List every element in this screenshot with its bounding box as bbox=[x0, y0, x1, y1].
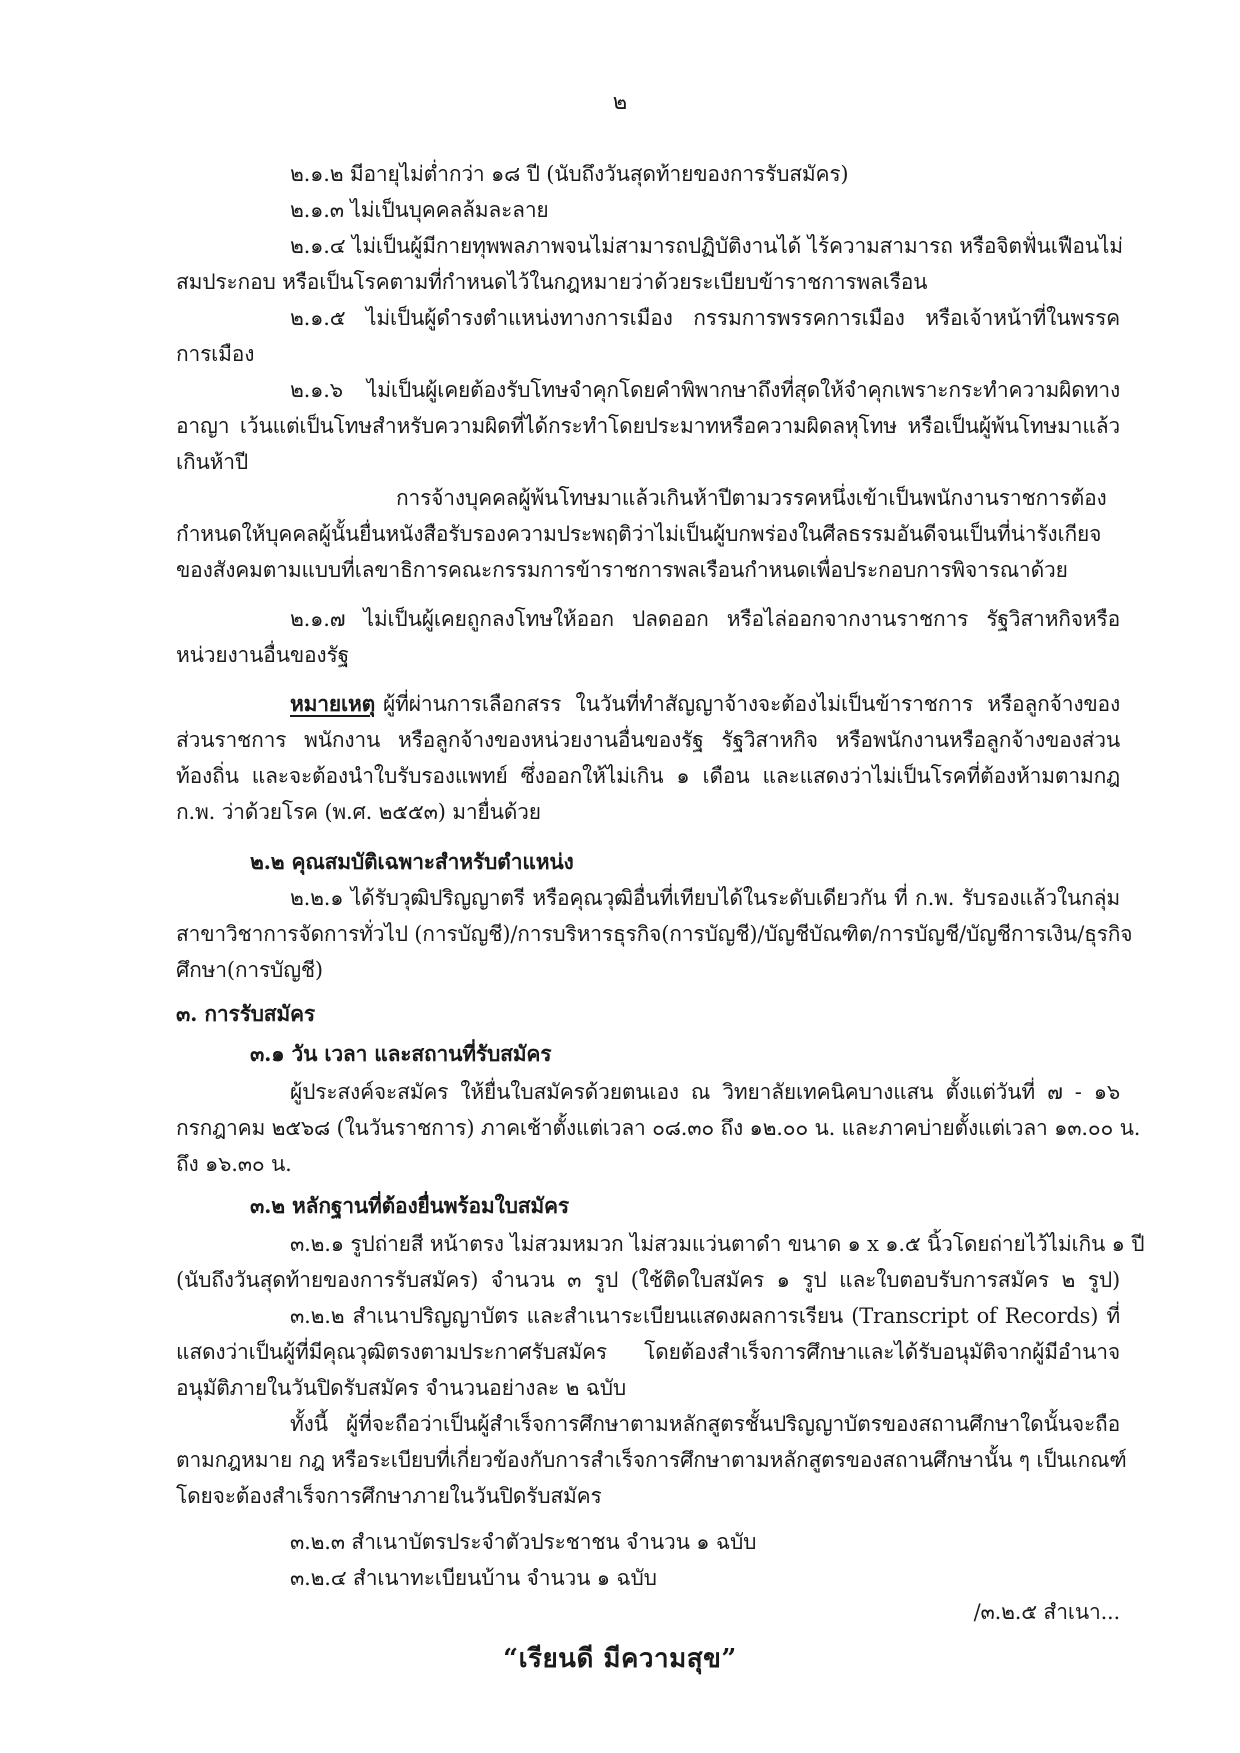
item-3-2-2-note-cont: ตามกฎหมาย กฎ หรือระเบียบที่เกี่ยวข้องกับการสำเร็จการศึกษาตามหลักสูตรของสถานศึกษานั้น ๆ เป็นเกณฑ์ bbox=[176, 1448, 1127, 1472]
section-2-2-heading: ๒.๒ คุณสมบัติเฉพาะสำหรับตำแหน่ง bbox=[250, 849, 574, 874]
item-3-2-2: ๓.๒.๒ สำเนาปริญญาบัตร และสำเนาระเบียนแสดงผลการเรียน (Transcript of Records) ที่ bbox=[290, 1304, 1120, 1328]
item-2-2-1-cont2: ศึกษา(การบัญชี) bbox=[176, 958, 323, 982]
item-3-2-1: ๓.๒.๑ รูปถ่ายสี หน้าตรง ไม่สวมหมวก ไม่สวมแว่นตาดำ ขนาด ๑ x ๑.๕ นิ้วโดยถ่ายไว้ไม่เกิน ๑ ปี bbox=[290, 1232, 1145, 1256]
section-3-1-heading: ๓.๑ วัน เวลา และสถานที่รับสมัคร bbox=[250, 1041, 552, 1066]
item-3-2-4: ๓.๒.๔ สำเนาทะเบียนบ้าน จำนวน ๑ ฉบับ bbox=[290, 1566, 657, 1590]
section-3-2-heading: ๓.๒ หลักฐานที่ต้องยื่นพร้อมใบสมัคร bbox=[250, 1193, 569, 1218]
item-2-1-6-paragraph: การจ้างบุคคลผู้พ้นโทษมาแล้วเกินห้าปีตามวรรคหนึ่งเข้าเป็นพนักงานราชการต้อง bbox=[396, 486, 1107, 510]
section-3-heading: ๓. การรับสมัคร bbox=[176, 1001, 315, 1026]
item-3-2-1-cont: (นับถึงวันสุดท้ายของการรับสมัคร) จำนวน ๓ รูป (ใช้ติดใบสมัคร ๑ รูป และใบตอบรับการสมัคร ๒ รูป) bbox=[176, 1268, 1120, 1292]
note-label: หมายเหตุ bbox=[290, 691, 376, 716]
item-2-1-6-paragraph-cont: กำหนดให้บุคคลผู้นั้นยื่นหนังสือรับรองความประพฤติว่าไม่เป็นผู้บกพร่องในศีลธรรมอันดีจนเป็นที่น่ารังเกียจ bbox=[176, 522, 1102, 546]
item-3-2-2-note-cont2: โดยจะต้องสำเร็จการศึกษาภายในวันปิดรับสมัคร bbox=[176, 1484, 602, 1508]
continuation-marker: /๓.๒.๕ สำเนา... bbox=[973, 1600, 1120, 1624]
note-cont-1: ส่วนราชการ พนักงาน หรือลูกจ้างของหน่วยงานอื่นของรัฐ รัฐวิสาหกิจ หรือพนักงานหรือลูกจ้างของส่วน bbox=[176, 728, 1120, 752]
section-3-1-text-cont: กรกฎาคม ๒๕๖๘ (ในวันราชการ) ภาคเช้าตั้งแต่เวลา ๐๘.๓๐ ถึง ๑๒.๐๐ น. และภาคบ่ายตั้งแต่เวลา ๑๓.๐๐ น. bbox=[176, 1116, 1141, 1140]
page-number: ๒ bbox=[612, 90, 628, 115]
item-2-1-3: ๒.๑.๓ ไม่เป็นบุคคลล้มละลาย bbox=[290, 198, 549, 222]
note-line bbox=[290, 690, 1120, 718]
item-2-1-2: ๒.๑.๒ มีอายุไม่ต่ำกว่า ๑๘ ปี (นับถึงวันสุดท้ายของการรับสมัคร) bbox=[290, 162, 849, 186]
item-2-1-7-cont: หน่วยงานอื่นของรัฐ bbox=[176, 643, 349, 667]
note-cont-2: ท้องถิ่น และจะต้องนำใบรับรองแพทย์ ซึ่งออกให้ไม่เกิน ๑ เดือน และแสดงว่าไม่เป็นโรคที่ต้องห้ามตามกฎ bbox=[176, 764, 1120, 788]
item-2-1-4-cont: สมประกอบ หรือเป็นโรคตามที่กำหนดไว้ในกฎหมายว่าด้วยระเบียบข้าราชการพลเรือน bbox=[176, 270, 928, 294]
item-2-1-6-cont2: เกินห้าปี bbox=[176, 450, 249, 474]
item-2-2-1: ๒.๒.๑ ได้รับวุฒิปริญญาตรี หรือคุณวุฒิอื่นที่เทียบได้ในระดับเดียวกัน ที่ ก.พ. รับรองแล้วในกลุ่ม bbox=[290, 886, 1120, 910]
item-3-2-2-cont: แสดงว่าเป็นผู้ที่มีคุณวุฒิตรงตามประกาศรับสมัคร โดยต้องสำเร็จการศึกษาและได้รับอนุมัติจากผู้มีอำนาจ bbox=[176, 1340, 1120, 1364]
item-2-1-4: ๒.๑.๔ ไม่เป็นผู้มีกายทุพพลภาพจนไม่สามารถปฏิบัติงานได้ ไร้ความสามารถ หรือจิตฟั่นเฟือนไม่ bbox=[290, 234, 1123, 258]
item-2-1-5-cont: การเมือง bbox=[176, 342, 255, 366]
section-3-1-text: ผู้ประสงค์จะสมัคร ให้ยื่นใบสมัครด้วยตนเอง ณ วิทยาลัยเทคนิคบางแสน ตั้งแต่วันที่ ๗ - ๑๖ bbox=[290, 1080, 1120, 1104]
note-cont-3: ก.พ. ว่าด้วยโรค (พ.ศ. ๒๕๕๓) มายื่นด้วย bbox=[176, 800, 541, 824]
section-3-1-text-cont2: ถึง ๑๖.๓๐ น. bbox=[176, 1152, 292, 1176]
item-2-1-5: ๒.๑.๕ ไม่เป็นผู้ดำรงตำแหน่งทางการเมือง กรรมการพรรคการเมือง หรือเจ้าหน้าที่ในพรรค bbox=[290, 306, 1120, 330]
item-3-2-2-cont2: อนุมัติภายในวันปิดรับสมัคร จำนวนอย่างละ ๒ ฉบับ bbox=[176, 1376, 627, 1400]
item-2-1-6: ๒.๑.๖ ไม่เป็นผู้เคยต้องรับโทษจำคุกโดยคำพิพากษาถึงที่สุดให้จำคุกเพราะกระทำความผิดทาง bbox=[290, 378, 1120, 402]
item-3-2-3: ๓.๒.๓ สำเนาบัตรประจำตัวประชาชน จำนวน ๑ ฉบับ bbox=[290, 1530, 757, 1554]
item-3-2-2-note: ทั้งนี้ ผู้ที่จะถือว่าเป็นผู้สำเร็จการศึกษาตามหลักสูตรชั้นปริญญาบัตรของสถานศึกษาใดนั้นจะถือ bbox=[290, 1412, 1120, 1436]
item-2-1-6-cont: อาญา เว้นแต่เป็นโทษสำหรับความผิดที่ได้กระทำโดยประมาทหรือความผิดลหุโทษ หรือเป็นผู้พ้นโทษมาแล้ว bbox=[176, 414, 1120, 438]
item-2-1-6-paragraph-cont2: ของสังคมตามแบบที่เลขาธิการคณะกรรมการข้าราชการพลเรือนกำหนดเพื่อประกอบการพิจารณาด้วย bbox=[176, 558, 1068, 582]
note-text: ผู้ที่ผ่านการเลือกสรร ในวันที่ทำสัญญาจ้างจะต้องไม่เป็นข้าราชการ หรือลูกจ้างของ bbox=[383, 692, 1120, 716]
item-2-1-7: ๒.๑.๗ ไม่เป็นผู้เคยถูกลงโทษให้ออก ปลดออก หรือไล่ออกจากงานราชการ รัฐวิสาหกิจหรือ bbox=[290, 607, 1120, 631]
motto: “เรียนดี มีความสุข” bbox=[503, 1644, 737, 1674]
item-2-2-1-cont: สาขาวิชาการจัดการทั่วไป (การบัญชี)/การบริหารธุรกิจ(การบัญชี)/บัญชีบัณฑิต/การบัญชี/บัญชีการเงิน/ธุรกิจ bbox=[176, 922, 1133, 946]
